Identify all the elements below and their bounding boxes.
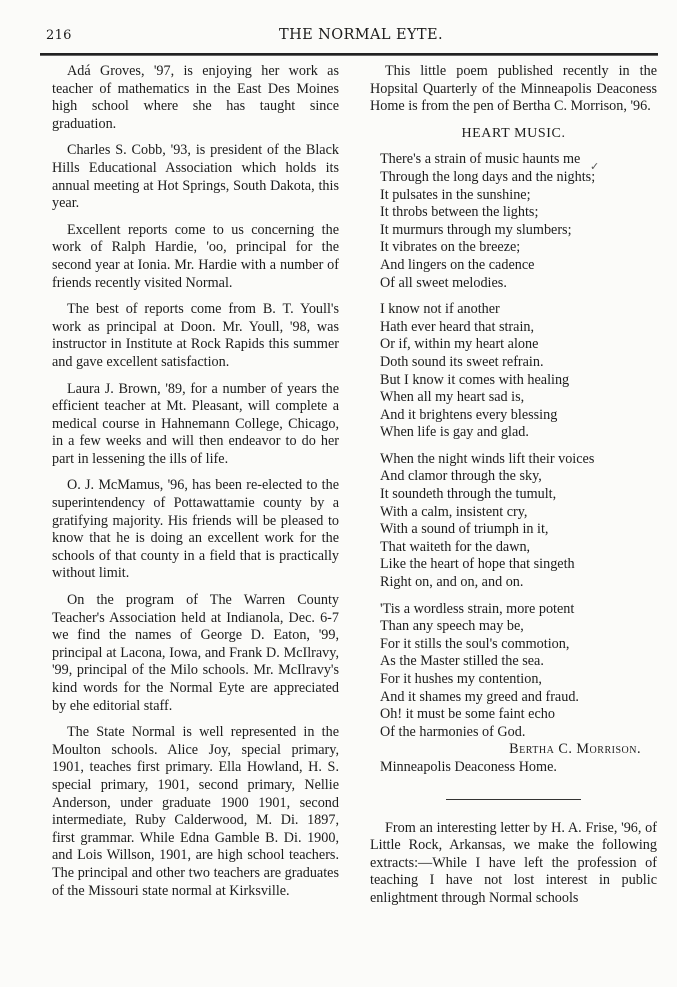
verse: With a sound of triumph in it, (380, 521, 549, 538)
verse: Or if, within my heart alone (380, 336, 539, 353)
poem-stanza-1 (380, 151, 657, 292)
verse: Doth sound its sweet refrain. (380, 353, 544, 370)
verse: Than any speech may be, (380, 618, 524, 635)
poem-intro: This little poem published recently in the Hopsital Quarterly of the Minneapolis Deaconess Home is from the pen of Bertha C. Morrison, '96. (370, 63, 657, 115)
section-divider (446, 799, 581, 800)
verse: Oh! it must be some faint echo (380, 706, 555, 723)
poem-author-affiliation: Minneapolis Deaconess Home. (380, 758, 557, 775)
verse: It vibrates on the breeze; (380, 239, 521, 256)
left-column (52, 63, 339, 900)
verse: It soundeth through the tumult, (380, 486, 557, 503)
verse: For it stills the soul's commotion, (380, 635, 570, 652)
verse: It murmurs through my slumbers; (380, 221, 572, 238)
verse: There's a strain of music haunts me (380, 151, 581, 168)
poem-stanza-3 (380, 451, 657, 592)
verse: Through the long days and the nights; (380, 168, 596, 185)
poem-title: HEART MUSIC. (461, 125, 566, 141)
news-item-moulton-schools: The State Normal is well represented in the Moulton schools. Alice Joy, special primary, 1901, teaches first primary. Ella Howland, H. S. special primary, 1901, second primary, Nellie Anderson, under graduate 1900 1901, second intermediate, Ruby Calderwood, M. Di. 1897, first grammar. While Edna Gamble B. Di. 1900, and Lois Willson, 1901, are high school teachers. The principal and other two teachers are graduates of the Missouri state normal at Kirksville. (52, 724, 339, 899)
pencil-check-mark-icon: ✓ (590, 160, 600, 173)
news-item-ada-groves: Adá Groves, '97, is enjoying her work as teacher of mathematics in the East Des Moines high school where she has taught since graduation. (52, 63, 339, 132)
poem-stanza-2 (380, 301, 657, 442)
verse: When the night winds lift their voices (380, 450, 595, 467)
journal-title: THE NORMAL EYTE. (279, 27, 443, 43)
poem-author-signature: Bertha C. Morrison. (509, 741, 641, 758)
news-item-laura-brown: Laura J. Brown, '89, for a number of years the efficient teacher at Mt. Pleasant, will complete a medical course in Hahnemann College, Chicago, in a few weeks and will then endeavor to do her part in lessening the ills of life. (52, 380, 339, 467)
verse: And it brightens every blessing (380, 406, 558, 423)
verse: It pulsates in the sunshine; (380, 186, 531, 203)
verse: But I know it comes with healing (380, 371, 570, 388)
verse: As the Master stilled the sea. (380, 653, 544, 670)
verse: Right on, and on, and on. (380, 574, 524, 591)
running-header (46, 28, 656, 50)
verse: With a calm, insistent cry, (380, 503, 528, 520)
poem-stanza-4 (380, 601, 657, 742)
news-item-youll: The best of reports come from B. T. Youll's work as principal at Doon. Mr. Youll, '98, was instructor in Institute at Rock Rapids this summer and gave excellent satisfaction. (52, 301, 339, 370)
news-item-mcmamus: O. J. McMamus, '96, has been re-elected to the superintendency of Pottawattamie county by a gratifying majority. His friends will be pleased to know that he is doing an excellent work for the schools of that county in a field that is practically without limit. (52, 477, 339, 582)
verse: When all my heart sad is, (380, 389, 525, 406)
verse: And clamor through the sky, (380, 468, 542, 485)
news-item-frise-letter: From an interesting letter by H. A. Frise, '96, of Little Rock, Arkansas, we make the following extracts:—While I have left the profession of teaching I have not lost interest in public enlightment through Normal schools (370, 819, 657, 906)
verse: It throbs between the lights; (380, 204, 539, 221)
news-item-warren-county: On the program of The Warren County Teacher's Association held at Indianola, Dec. 6-7 we find the names of George D. Eaton, '99, principal at Lacona, Iowa, and Frank D. McIlravy, '99, principal of the Milo schools. Mr. McIlravy's kind words for the Normal Eyte are appreciated by ehe editorial staff. (52, 592, 339, 714)
verse: And it shames my greed and fraud. (380, 688, 579, 705)
verse: 'Tis a wordless strain, more potent (380, 600, 575, 617)
news-item-charles-cobb: Charles S. Cobb, '93, is president of the Black Hills Educational Association which holds its annual meeting at Hot Springs, South Dakota, this year. (52, 142, 339, 212)
header-rule (40, 53, 658, 56)
verse: I know not if another (380, 301, 500, 318)
verse: Like the heart of hope that singeth (380, 556, 575, 573)
verse: Of all sweet melodies. (380, 274, 507, 291)
news-item-ralph-hardie: Excellent reports come to us concerning the work of Ralph Hardie, 'oo, principal for the second year at Ionia. Mr. Hardie with a number of friends recently visited Normal. (52, 221, 339, 291)
verse: And lingers on the cadence (380, 256, 535, 273)
page-number: 216 (46, 28, 72, 43)
verse: That waiteth for the dawn, (380, 538, 531, 555)
verse: When life is gay and glad. (380, 424, 529, 441)
verse: For it hushes my contention, (380, 671, 542, 687)
verse: Hath ever heard that strain, (380, 318, 535, 335)
right-column (370, 63, 657, 908)
verse: Of the harmonies of God. (380, 723, 526, 740)
